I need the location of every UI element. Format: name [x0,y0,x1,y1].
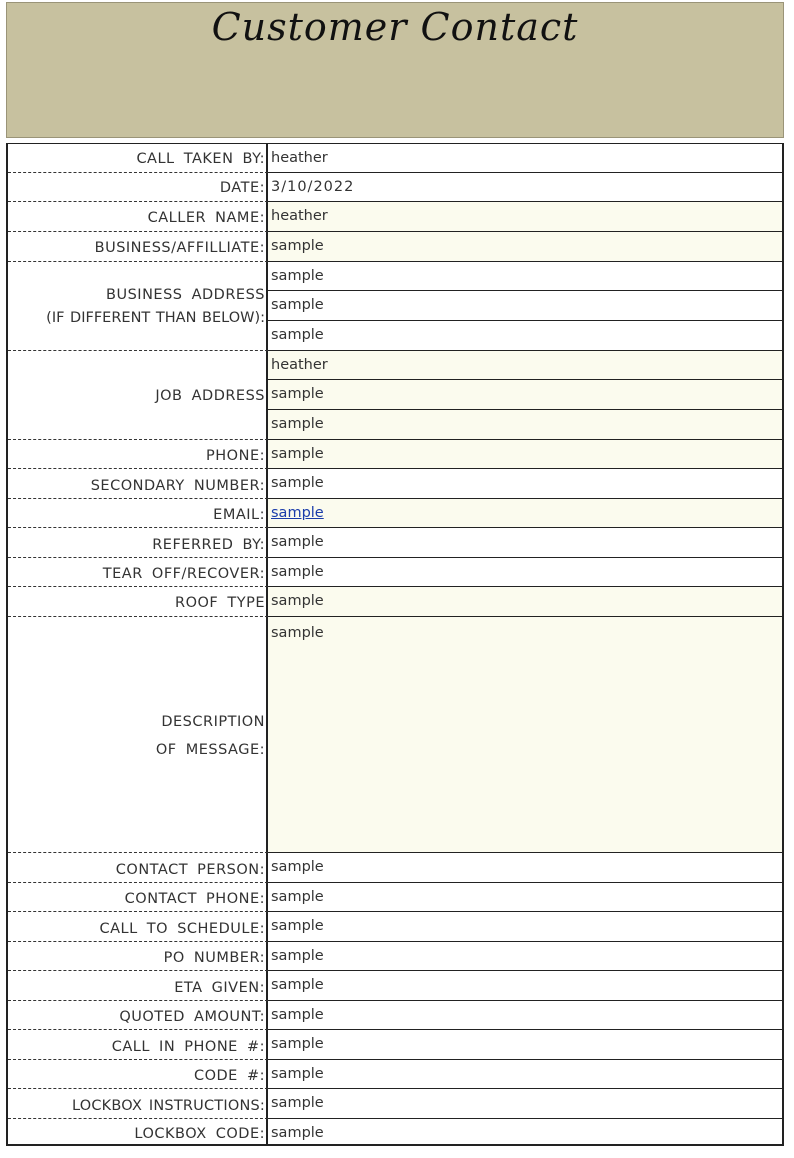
row-divider [8,172,268,173]
row-divider [8,586,268,587]
row-divider [8,1088,268,1089]
business-address-note: (IF DIFFERENT THAN BELOW): [46,310,265,326]
description-field[interactable]: sample [268,616,782,852]
roof-type-field[interactable]: sample [268,586,782,616]
business-address-label: BUSINESS ADDRESS [106,287,265,303]
row-divider [8,970,268,971]
row-divider [8,261,268,262]
roof-type-label: ROOF TYPE [175,595,265,611]
email-field[interactable] [268,498,782,527]
call-to-schedule-label: CALL TO SCHEDULE: [99,921,265,937]
row-divider [8,616,268,617]
business-address-line-2[interactable]: sample [268,290,782,320]
call-in-phone-label: CALL IN PHONE #: [111,1039,265,1055]
business-address-line-1[interactable]: sample [268,261,782,290]
tear-off-recover-field[interactable]: sample [268,557,782,586]
customer-contact-form [6,143,784,1146]
row-divider [8,527,268,528]
description-label: DESCRIPTION [161,714,265,730]
secondary-number-field[interactable]: sample [268,468,782,498]
quoted-amount-label: QUOTED AMOUNT: [119,1009,265,1025]
business-affiliate-field[interactable]: sample [268,231,782,261]
row-divider [8,852,268,853]
row-divider [8,1029,268,1030]
tear-off-recover-label: TEAR OFF/RECOVER: [102,566,265,582]
row-divider [8,350,268,351]
job-address-line-1[interactable]: heather [268,350,782,379]
business-affiliate-label: BUSINESS/AFFILLIATE: [94,240,265,256]
lockbox-code-field[interactable]: sample [268,1118,782,1145]
code-label: CODE #: [193,1068,265,1084]
email-link[interactable]: sample [271,505,324,521]
lockbox-instructions-field[interactable]: sample [268,1088,782,1118]
row-divider [8,941,268,942]
job-address-line-3[interactable]: sample [268,409,782,439]
code-field[interactable]: sample [268,1059,782,1088]
phone-field[interactable]: sample [268,439,782,468]
contact-person-field[interactable]: sample [268,852,782,882]
business-address-line-3[interactable]: sample [268,320,782,350]
quoted-amount-field[interactable]: sample [268,1000,782,1029]
row-divider [8,439,268,440]
referred-by-label: REFERRED BY: [152,537,265,553]
eta-given-field[interactable]: sample [268,970,782,1000]
caller-name-field[interactable]: heather [268,201,782,231]
row-divider [8,201,268,202]
row-divider [8,1000,268,1001]
caller-name-label: CALLER NAME: [147,210,265,226]
form-header [6,2,784,138]
contact-phone-label: CONTACT PHONE: [124,891,265,907]
po-number-label: PO NUMBER: [163,950,265,966]
job-address-line-2[interactable]: sample [268,379,782,409]
po-number-field[interactable]: sample [268,941,782,970]
call-to-schedule-field[interactable]: sample [268,911,782,941]
row-divider [8,911,268,912]
lockbox-code-label: LOCKBOX CODE: [134,1126,265,1142]
call-taken-by-label: CALL TAKEN BY: [136,151,265,167]
call-in-phone-field[interactable]: sample [268,1029,782,1059]
row-divider [8,882,268,883]
phone-label: PHONE: [206,448,265,464]
form-title: Customer Contact [211,5,579,49]
secondary-number-label: SECONDARY NUMBER: [90,478,265,494]
job-address-label: JOB ADDRESS [155,388,265,404]
email-label: EMAIL: [213,507,265,523]
referred-by-field[interactable]: sample [268,527,782,557]
contact-phone-field[interactable]: sample [268,882,782,911]
lockbox-instructions-label: LOCKBOX INSTRUCTIONS: [71,1098,265,1114]
row-divider [8,468,268,469]
row-divider [8,557,268,558]
eta-given-label: ETA GIVEN: [174,980,265,996]
row-divider [8,231,268,232]
description-label-2: OF MESSAGE: [155,742,265,758]
row-divider [8,1118,268,1119]
row-divider [8,498,268,499]
date-field[interactable]: 3/10/2022 [268,172,782,201]
date-label: DATE: [219,180,265,196]
contact-person-label: CONTACT PERSON: [115,862,265,878]
row-divider [8,1059,268,1060]
call-taken-by-field[interactable]: heather [271,150,328,166]
